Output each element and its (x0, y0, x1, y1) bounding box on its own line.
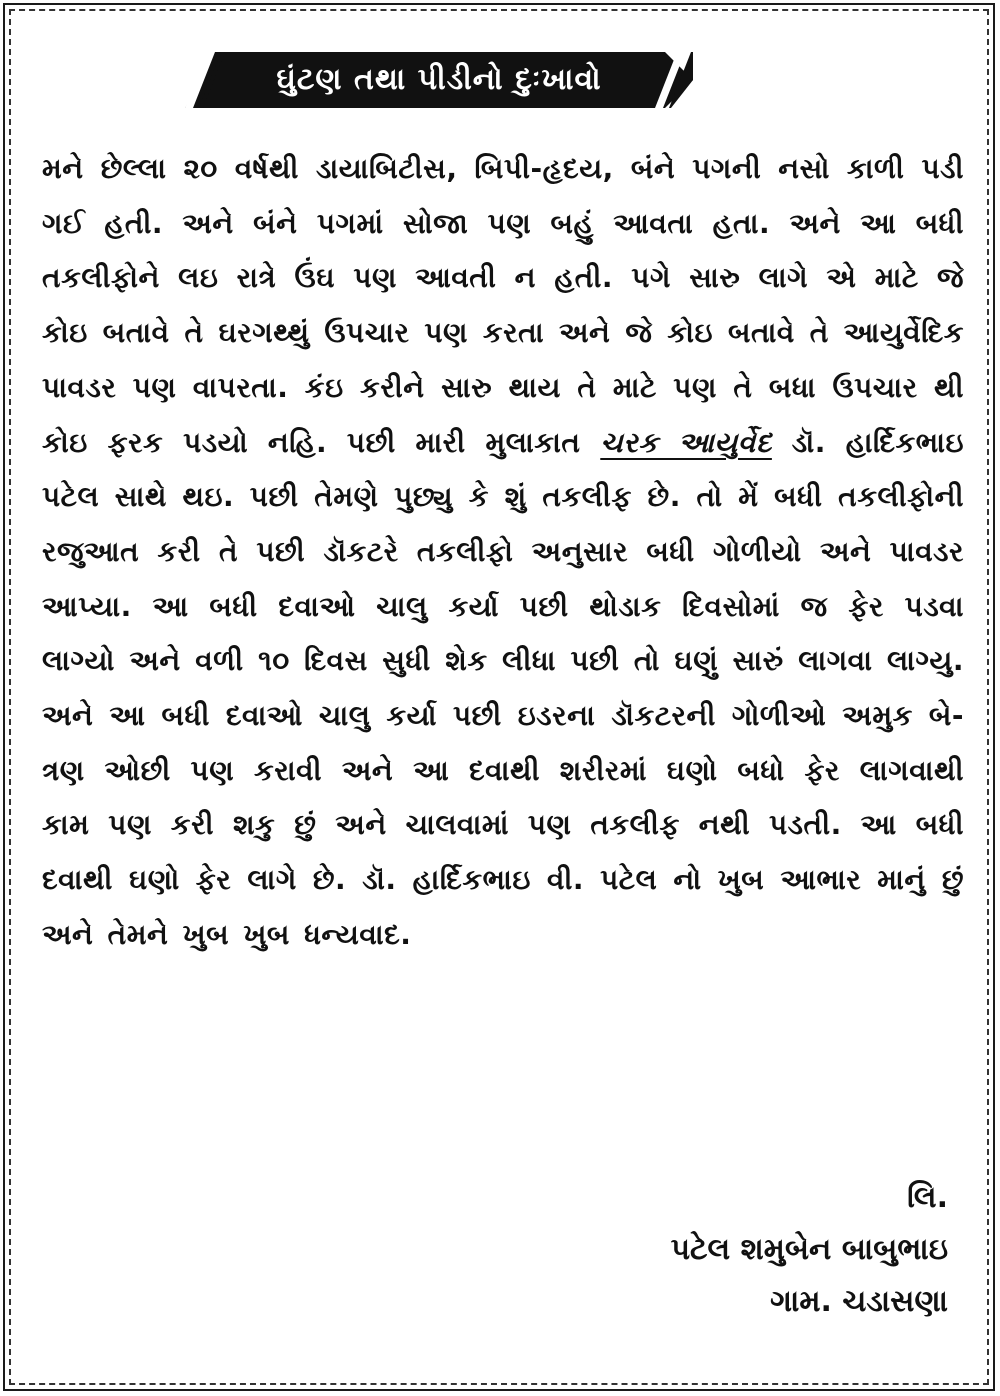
title-banner (185, 52, 693, 108)
brand-name: ચરક આયુર્વેદ (600, 425, 772, 459)
signature-name: પટેલ શમુબેન બાબુભાઇ (670, 1232, 948, 1267)
body-text-part-2: ડૉ. હાર્દિકભાઇ પટેલ સાથે થઇ. પછી તેમણે પુછ્યુ કે શું તકલીફ છે. તો મેં બધી તકલીફોની રજુઆત કરી તે પછી ડૉકટરે તકલીફો અનુસાર બધી ગોળીયો અને પાવડર આપ્યા. આ બધી દવાઓ ચાલુ કર્યા પછી થોડાક દિવસોમાં જ ફેર પડવા લાગ્યો અને વળી ૧૦ દિવસ સુધી શેક લીધા પછી તો ઘણું સારું લાગવા લાગ્યુ. અને આ બધી દવાઓ ચાલુ કર્યા પછી ઇડરના ડૉકટરની ગોળીઓ અમુક બે-ત્રણ ઓછી પણ કરાવી અને આ દવાથી શરીરમાં ઘણો બધો ફેર લાગવાથી કામ પણ કરી શકુ છું અને ચાલવામાં પણ તકલીફ નથી પડતી. આ બધી દવાથી ઘણો ફેર લાગે છે. ડૉ. હાર્દિકભાઇ વી. પટેલ નો ખુબ આભાર માનું છું અને તેમને ખુબ ખુબ ધન્યવાદ. (42, 425, 965, 951)
signature-village: ગામ. ચડાસણા (770, 1284, 948, 1319)
page-title: ઘુંટણ તથા પીડીનો દુઃખાવો (276, 62, 602, 97)
signature-block (448, 1172, 948, 1328)
signature-salutation: લિ. (907, 1180, 948, 1215)
testimonial-body (42, 142, 964, 963)
body-text-part-1: મને છેલ્લા ૨૦ વર્ષથી ડાયાબિટીસ, બિપી-હૃદય, બંને પગની નસો કાળી પડી ગઈ હતી. અને બંને પગમાં સોજા પણ બહું આવતા હતા. અને આ બધી તકલીફોને લઇ રાત્રે ઉંઘ પણ આવતી ન હતી. પગે સારુ લાગે એ માટે જે કોઇ બતાવે તે ઘરગથ્થું ઉપચાર પણ કરતા અને જે કોઇ બતાવે તે આયુર્વેદિક પાવડર પણ વાપરતા. કંઇ કરીને સારુ થાય તે માટે પણ તે બધા ઉપચાર થી કોઇ ફરક પડયો નહિ. પછી મારી મુલાકાત (42, 152, 964, 459)
